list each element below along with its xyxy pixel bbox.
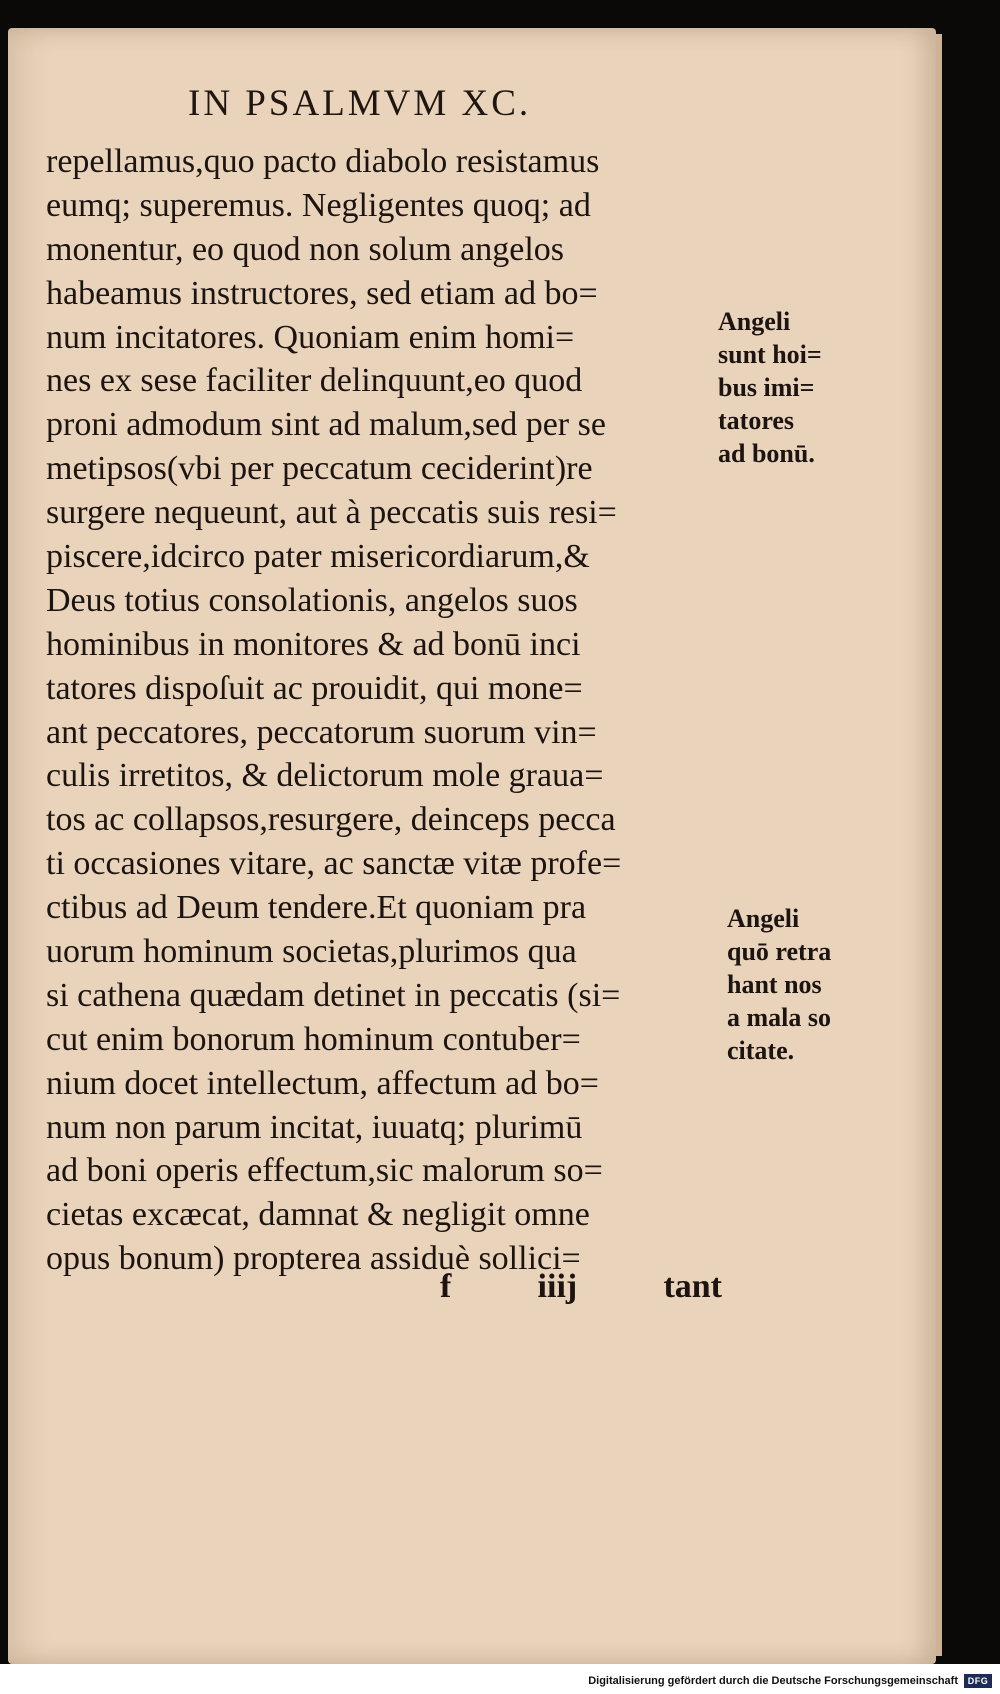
text-line: num non parum incitat, iuuatq; plurimū xyxy=(46,1108,583,1146)
text-line: num incitatores. Quoniam enim homi= xyxy=(46,318,575,356)
text-line: proni admodum sint ad malum,sed per se xyxy=(46,406,606,444)
leaf-number: iiij xyxy=(537,1268,578,1305)
text-line: opus bonum) propterea assiduè sollici= xyxy=(46,1240,581,1278)
text-line: hominibus in monitores & ad bonū inci xyxy=(46,625,581,663)
page-edge xyxy=(936,34,942,1656)
marginal-note-line: Angeli xyxy=(727,904,800,933)
text-line: si cathena quædam detinet in peccatis (si= xyxy=(46,976,621,1014)
text-line: monentur, eo quod non solum angelos xyxy=(46,230,565,268)
digitization-footer xyxy=(0,1664,1000,1694)
marginal-note-line: bus imi= xyxy=(718,373,815,402)
marginal-note-line: Angeli xyxy=(718,307,791,336)
text-line: ti occasiones vitare, ac sanctæ vitæ profe= xyxy=(46,845,622,883)
text-line: ant peccatores, peccatorum suorum vin= xyxy=(46,713,597,751)
marginal-note-line: quō retra xyxy=(727,937,832,966)
marginal-note-angels-imitators xyxy=(718,305,822,470)
text-line: nium docet intellectum, affectum ad bo= xyxy=(46,1064,599,1102)
catchword: tant xyxy=(663,1268,722,1305)
marginal-note-line: a mala so xyxy=(727,1003,831,1032)
text-line: ctibus ad Deum tendere.Et quoniam pra xyxy=(46,889,587,927)
funding-credit: Digitalisierung gefördert durch die Deutsche Forschungsgemeinschaft xyxy=(588,1675,958,1687)
marginal-note-line: citate. xyxy=(727,1036,795,1065)
text-line: tos ac collapsos,resurgere, deinceps pecca xyxy=(46,801,616,839)
text-line: uorum hominum societas,plurimos qua xyxy=(46,933,577,971)
text-line: eumq; superemus. Negligentes quoq; ad xyxy=(46,186,591,224)
text-line: metipsos(vbi per peccatum ceciderint)re xyxy=(46,450,593,488)
marginal-note-angels-withdraw xyxy=(727,902,831,1067)
text-line: cut enim bonorum hominum contuber= xyxy=(46,1020,581,1058)
signature-catchword-line xyxy=(440,1268,722,1306)
marginal-note-line: sunt hoi= xyxy=(718,340,822,369)
marginal-note-line: hant nos xyxy=(727,970,822,999)
text-line: Deus totius consolationis, angelos suos xyxy=(46,581,578,619)
main-text-block xyxy=(46,140,718,1281)
text-line: repellamus,quo pacto diabolo resistamus xyxy=(46,143,600,180)
marginal-note-line: ad bonū. xyxy=(718,439,815,468)
text-line: tatores dispoſuit ac prouidit, qui mone= xyxy=(46,669,583,707)
text-line: piscere,idcirco pater misericordiarum,& xyxy=(46,538,590,576)
text-line: culis irretitos, & delictorum mole graua= xyxy=(46,757,604,795)
running-head: IN PSALMVM XC. xyxy=(188,83,532,124)
text-line: ad boni operis effectum,sic malorum so= xyxy=(46,1152,603,1190)
text-line: surgere nequeunt, aut à peccatis suis resi= xyxy=(46,494,617,532)
text-line: cietas excæcat, damnat & negligit omne xyxy=(46,1196,590,1234)
text-line: habeamus instructores, sed etiam ad bo= xyxy=(46,274,598,312)
marginal-note-line: tatores xyxy=(718,406,795,435)
signature-mark: f xyxy=(440,1268,452,1305)
dfg-logo: DFG xyxy=(964,1674,992,1688)
text-line: nes ex sese faciliter delinquunt,eo quod xyxy=(46,362,583,400)
